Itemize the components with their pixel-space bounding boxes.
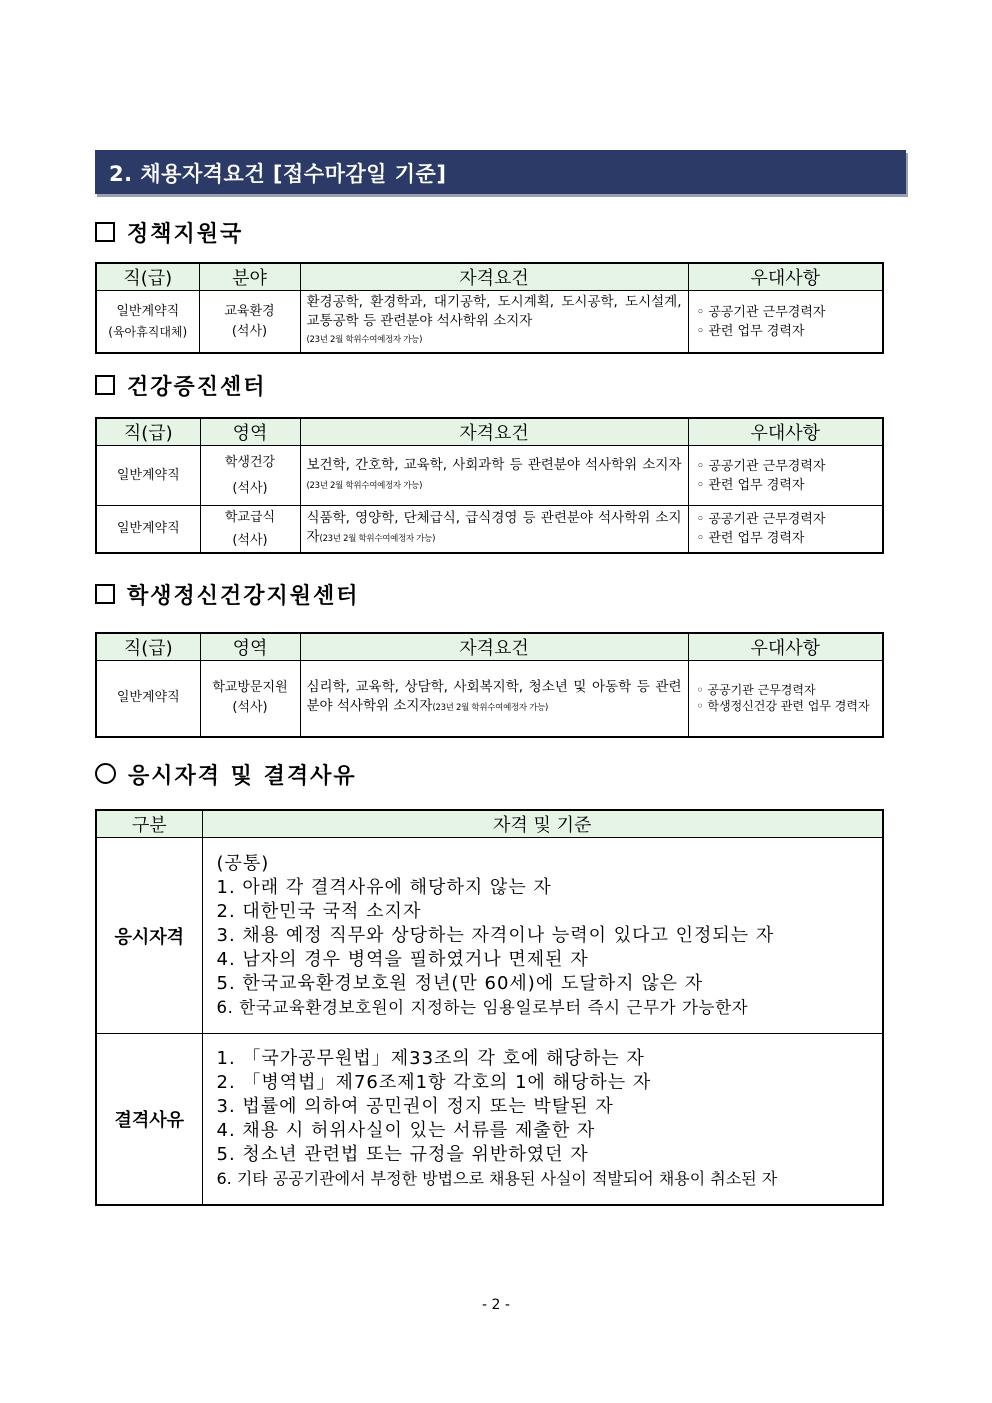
- section-heading-policy-support: [95, 217, 243, 248]
- header-preference: 우대사항: [688, 633, 883, 661]
- header-requirements: 자격요건: [300, 633, 688, 661]
- preference-cell: [688, 446, 883, 506]
- table-header-row: [96, 263, 883, 291]
- header-requirements: 자격요건: [300, 418, 688, 446]
- policy-support-table: [95, 262, 884, 354]
- rank-subtext: (육아휴직대체): [108, 324, 188, 339]
- mental-health-table: [95, 632, 884, 738]
- preference-item: ◦ 관련 업무 경력자: [697, 322, 883, 341]
- header-criteria: 자격 및 기준: [202, 810, 883, 838]
- circle-bullet-icon: [95, 763, 116, 784]
- preference-item: ◦ 공공기관 근무경력자: [697, 303, 883, 322]
- preference-item: ◦ 학생정신건강 관련 업무 경력자: [697, 698, 883, 714]
- list-item: 5. 청소년 관련법 또는 규정을 위반하였던 자: [216, 1143, 589, 1165]
- qualification-label: 응시자격: [96, 838, 202, 1034]
- list-item: 4. 남자의 경우 병역을 필하였거나 면제된 자: [216, 948, 589, 970]
- field-cell: [200, 506, 300, 554]
- preference-cell: [688, 661, 883, 737]
- rank-cell: [96, 291, 199, 354]
- header-rank: 직(급): [96, 418, 200, 446]
- table-row: [96, 291, 883, 354]
- field-cell: [200, 446, 300, 506]
- disqualification-list: [202, 1034, 883, 1205]
- requirements-text: 식품학, 영양학, 단체급식, 급식경영 등 관련분야 석사학위 소지자: [306, 510, 682, 545]
- list-item: 1. 「국가공무원법」제33조의 각 호에 해당하는 자: [216, 1047, 645, 1069]
- field-text: 교육환경: [224, 303, 275, 319]
- table-row: [96, 506, 883, 554]
- section-heading-text: 건강증진센터: [127, 374, 267, 400]
- rank-text: 일반계약직: [116, 303, 180, 319]
- list-item: 3. 채용 예정 직무와 상당하는 자격이나 능력이 있다고 인정되는 자: [216, 924, 775, 946]
- section-heading-health-center: [95, 370, 267, 401]
- field-degree: (석사): [232, 480, 268, 496]
- disqualification-label: 결격사유: [96, 1034, 202, 1205]
- field-cell: [200, 661, 300, 737]
- requirements-note: (23년 2월 학위수여예정자 가능): [306, 480, 423, 491]
- requirements-note: (23년 2월 학위수여예정자 가능): [306, 335, 423, 345]
- section-heading-eligibility: [95, 759, 357, 790]
- requirements-cell: [300, 291, 688, 354]
- list-item: 1. 아래 각 결격사유에 해당하지 않는 자: [216, 876, 552, 898]
- table-header-row: [96, 418, 883, 446]
- list-item: (공통): [216, 852, 270, 874]
- field-text: 학교방문지원: [212, 680, 288, 696]
- section-title: 2. 채용자격요건 [접수마감일 기준]: [109, 162, 447, 186]
- rank-cell: 일반계약직: [96, 446, 200, 506]
- preference-item: ◦ 공공기관 근무경력자: [697, 510, 883, 529]
- section-heading-text: 응시자격 및 결격사유: [128, 763, 357, 789]
- preference-item: ◦ 공공기관 근무경력자: [697, 457, 883, 476]
- eligibility-table: [95, 809, 884, 1206]
- list-item: 6. 한국교육환경보호원이 지정하는 임용일로부터 즉시 근무가 가능한자: [216, 997, 749, 1017]
- table-row: [96, 446, 883, 506]
- requirements-cell: [300, 446, 688, 506]
- list-item: 2. 「병역법」제76조제1항 각호의 1에 해당하는 자: [216, 1071, 652, 1093]
- field-degree: (석사): [232, 700, 268, 716]
- checkbox-square-icon: [95, 375, 115, 395]
- requirements-text: 보건학, 간호학, 교육학, 사회과학 등 관련분야 석사학위 소지자: [306, 456, 682, 473]
- requirements-text: 환경공학, 환경학과, 대기공학, 도시계획, 도시공학, 도시설계, 교통공학 등 관련분야 석사학위 소지자: [306, 294, 682, 329]
- page-number: - 2 -: [482, 1297, 510, 1313]
- requirements-text: 심리학, 교육학, 상담학, 사회복지학, 청소년 및 아동학 등 관련분야 석사학위 소지자: [306, 679, 682, 715]
- list-item: 3. 법률에 의하여 공민권이 정지 또는 박탈된 자: [216, 1095, 614, 1117]
- requirements-cell: [300, 661, 688, 737]
- preference-item: ◦ 공공기관 근무경력자: [697, 682, 883, 698]
- header-requirements: 자격요건: [300, 263, 688, 291]
- rank-cell: 일반계약직: [96, 506, 200, 554]
- field-degree: (석사): [231, 323, 268, 339]
- header-category: 구분: [96, 810, 202, 838]
- preference-cell: [688, 291, 883, 354]
- field-degree: (석사): [232, 533, 268, 548]
- section-title-bar: [95, 150, 906, 194]
- preference-item: ◦ 관련 업무 경력자: [697, 476, 883, 495]
- table-row: [96, 661, 883, 737]
- rank-cell: 일반계약직: [96, 661, 200, 737]
- section-heading-text: 학생정신건강지원센터: [127, 583, 360, 609]
- field-cell: [199, 291, 300, 354]
- checkbox-square-icon: [95, 584, 115, 604]
- table-row: [96, 1034, 883, 1205]
- header-field: 분야: [199, 263, 300, 291]
- checkbox-square-icon: [95, 222, 115, 242]
- table-row: [96, 838, 883, 1034]
- requirements-note: (23년 2월 학위수여예정자 가능): [319, 534, 436, 544]
- list-item: 2. 대한민국 국적 소지자: [216, 900, 422, 922]
- list-item: 4. 채용 시 허위사실이 있는 서류를 제출한 자: [216, 1119, 596, 1141]
- health-center-table: [95, 417, 884, 554]
- table-header-row: [96, 633, 883, 661]
- header-preference: 우대사항: [688, 418, 883, 446]
- header-preference: 우대사항: [688, 263, 883, 291]
- list-item: 5. 한국교육환경보호원 정년(만 60세)에 도달하지 않은 자: [216, 972, 704, 994]
- header-rank: 직(급): [96, 263, 199, 291]
- header-rank: 직(급): [96, 633, 200, 661]
- section-heading-text: 정책지원국: [127, 221, 244, 247]
- header-area: 영역: [200, 633, 300, 661]
- requirements-note: (23년 2월 학위수여예정자 가능): [432, 703, 549, 714]
- preference-item: ◦ 관련 업무 경력자: [697, 529, 883, 548]
- qualification-list: [202, 838, 883, 1034]
- header-area: 영역: [200, 418, 300, 446]
- section-heading-mental-health-center: [95, 579, 360, 610]
- preference-cell: [688, 506, 883, 554]
- field-text: 학교급식: [224, 510, 276, 525]
- table-header-row: [96, 810, 883, 838]
- field-text: 학생건강: [224, 454, 276, 470]
- requirements-cell: [300, 506, 688, 554]
- list-item: 6. 기타 공공기관에서 부정한 방법으로 채용된 사실이 적발되어 채용이 취소된 자: [216, 1168, 778, 1188]
